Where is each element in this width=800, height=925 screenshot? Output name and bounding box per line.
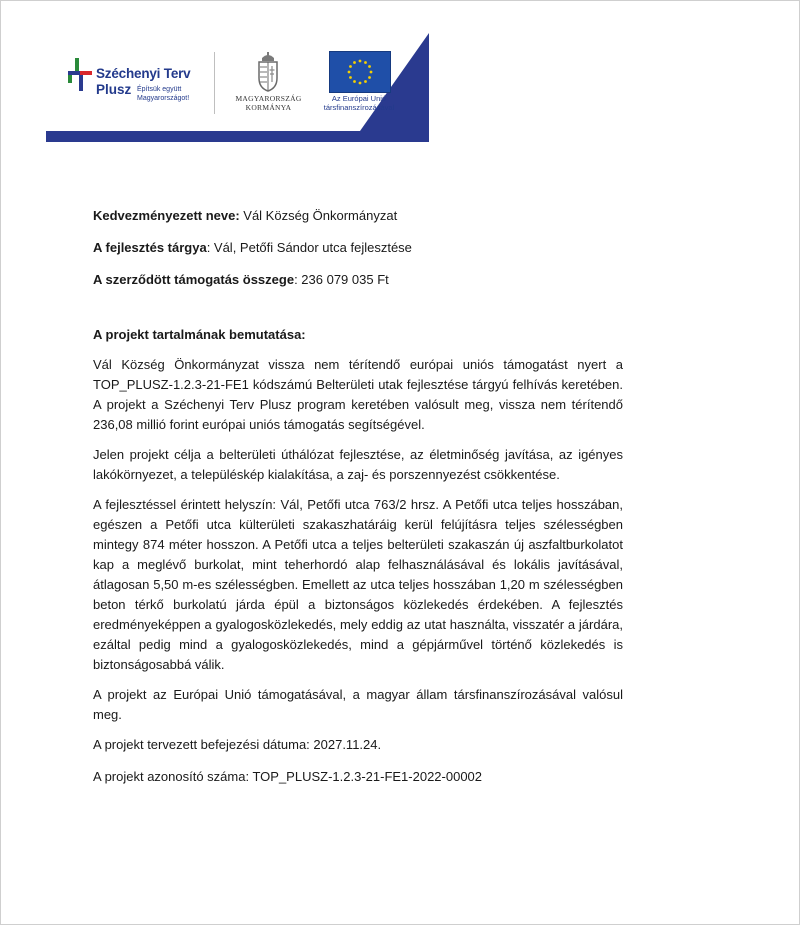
banner-bottom-bar <box>46 131 429 142</box>
slogan-line-1: Építsük együtt <box>137 86 182 93</box>
eu-cofinancing-text <box>318 94 400 112</box>
eu-star-icon <box>349 65 352 68</box>
completion-date: A projekt tervezett befejezési dátuma: 2027.11.24. <box>93 737 382 752</box>
fact-label: A fejlesztés tárgya <box>93 240 207 255</box>
project-id: A projekt azonosító száma: TOP_PLUSZ-1.2.3-21-FE1-2022-00002 <box>93 769 483 784</box>
eu-star-icon <box>353 80 356 83</box>
eu-star-icon <box>348 71 351 74</box>
eu-text-line-2: társfinanszírozásával <box>323 103 395 112</box>
eu-star-icon <box>359 82 362 85</box>
eu-star-icon <box>368 65 371 68</box>
eu-text-line-1: Az Európai Unió <box>331 94 387 103</box>
fact-beneficiary <box>93 206 623 226</box>
fact-value: : Vál, Petőfi Sándor utca fejlesztése <box>206 240 412 255</box>
fact-value: Vál Község Önkormányzat <box>239 208 398 223</box>
government-logo-text <box>230 94 307 112</box>
eu-star-icon <box>370 71 373 74</box>
eu-star-icon <box>359 60 362 63</box>
fact-label: A szerződött támogatás összege <box>93 272 295 287</box>
szechenyi-logo-slogan <box>137 85 189 103</box>
paragraph-goal: Jelen projekt célja a belterületi úthálózat fejlesztése, az életminőség javítása, az igényes lakókörnyezet, a településkép kialakítása, a zaj- és porszennyezést csökkentése. <box>93 447 623 482</box>
szechenyi-logo-plusz: Plusz <box>96 82 132 97</box>
szechenyi-cross-icon <box>66 56 94 96</box>
eu-star-icon <box>364 80 367 83</box>
paragraph-intro: Vál Község Önkormányzat vissza nem térítendő európai uniós támogatást nyert a TOP_PLUSZ-1.2.3-21-FE1 kódszámú Belterületi utak fejlesztése tárgyú felhívás keretében. A projekt a Széchenyi Terv Plusz program keretében valósult meg, vissza nem térítendő 236,08 millió forint európai uniós támogatás segítségével. <box>93 357 623 432</box>
eu-flag-icon <box>329 51 391 93</box>
eu-star-icon <box>353 61 356 64</box>
fact-value: : 236 079 035 Ft <box>294 272 389 287</box>
eu-star-icon <box>349 76 352 79</box>
eu-star-icon <box>368 76 371 79</box>
government-line-2: KORMÁNYA <box>245 103 292 112</box>
szechenyi-logo-title: Széchenyi Terv <box>96 66 191 81</box>
eu-stars <box>330 52 390 92</box>
hungarian-coat-of-arms-icon <box>254 52 282 92</box>
paragraph-location: A fejlesztéssel érintett helyszín: Vál, Petőfi utca 763/2 hrsz. A Petőfi utca teljes hosszában, egészen a Petőfi utca külterületi szakaszhatáráig kerül felújításra teljes szélességben mintegy 874 méter hosszon. A Petőfi utca a teljes belterületi szakaszán új aszfaltburkolatot kap a meglévő burkolat, mint teherhordó alap felhasználásával és lokális javításával, átlagosan 5,50 m-es szélességben. Emellett az utca teljes hosszában 1,20 m szélességben beton térkő burkolatú járda épül a biztonságos közlekedés érdekében. A fejlesztés eredményeképpen a gyalogosközlekedés, mely eddig az utat használta, visszatér a járdára, ezáltal pedig mind a gyalogosközlekedés, mind a gépjárművel történő közlekedés is biztonságosabbá válik. <box>93 497 623 672</box>
fact-grant-amount <box>93 270 623 290</box>
eu-star-icon <box>364 61 367 64</box>
fact-subject <box>93 238 623 258</box>
document-body <box>93 206 623 799</box>
logo-divider <box>214 52 215 114</box>
fact-label: Kedvezményezett neve: <box>93 208 240 223</box>
paragraph-funding: A projekt az Európai Unió támogatásával, a magyar állam társfinanszírozásával valósul meg. <box>93 687 623 722</box>
government-line-1: MAGYARORSZÁG <box>235 94 302 103</box>
slogan-line-2: Magyarországot! <box>137 95 190 102</box>
section-title: A projekt tartalmának bemutatása: <box>93 327 306 342</box>
